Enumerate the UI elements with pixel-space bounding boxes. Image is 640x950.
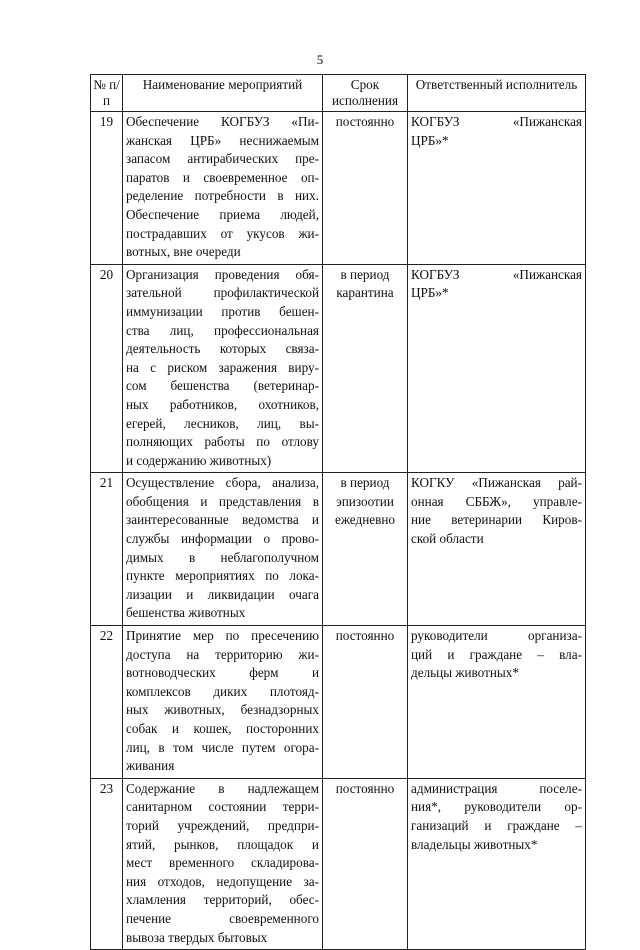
action-text-line: службы информации о прово- <box>126 531 319 547</box>
action-text-line: егерей, лесников, лиц, вы- <box>126 415 319 431</box>
responsible-text-line: онная СББЖ», управле- <box>411 493 582 509</box>
term-text <box>323 264 408 473</box>
term-text-line: постоянно <box>335 114 395 129</box>
action-text-line: паратов и своевременное оп- <box>126 169 319 185</box>
responsible-text-line: ганизаций и граждане – <box>411 817 582 833</box>
action-text-line: на с риском заражения виру- <box>126 359 319 375</box>
term-text-line: постоянно <box>335 780 395 796</box>
action-text-line: доступа на территорию жи- <box>126 646 319 662</box>
action-text <box>123 473 323 626</box>
action-text-line: комплексов диких плотояд- <box>126 683 319 699</box>
action-text-line: запасом антирабических пре- <box>126 151 319 167</box>
responsible-text-line: ние ветеринарии Киров- <box>411 512 582 528</box>
action-text <box>123 626 323 779</box>
action-text-line: Содержание в надлежащем <box>126 780 319 796</box>
action-text-line: Организация проведения обя- <box>126 266 319 282</box>
action-text-line: сом бешенства (ветеринар- <box>126 378 319 394</box>
responsible-text-line: ния*, руководители ор- <box>411 799 582 815</box>
responsible-text-line: ской области <box>411 531 484 547</box>
action-text-line: ятий, рынков, площадок и <box>126 836 319 852</box>
header-num: № п/п <box>91 75 123 112</box>
term-text <box>323 473 408 626</box>
action-text-line: пункте мероприятиях по лока- <box>126 568 319 584</box>
table-row <box>91 778 586 949</box>
responsible-text-line: ЦРБ»* <box>411 132 449 148</box>
action-text-line: лизации и ликвидации очага <box>126 586 319 602</box>
responsible-text-line: КОГБУЗ «Пижанская <box>411 114 582 129</box>
term-text <box>323 778 408 949</box>
row-number: 22 <box>91 626 123 779</box>
responsible-text <box>408 112 586 265</box>
action-text-line: санитарном состоянии терри- <box>126 799 319 815</box>
table-header-row <box>91 75 586 112</box>
action-text-line: Обеспечение приема людей, <box>126 206 319 222</box>
action-text-line: лиц, в том числе путем огора- <box>126 739 319 755</box>
row-number: 19 <box>91 112 123 265</box>
term-text-line: ежедневно <box>335 512 395 528</box>
action-text-line: обобщения и представления в <box>126 493 319 509</box>
action-text-line: Принятие мер по пресечению <box>126 628 319 644</box>
action-text <box>123 112 323 265</box>
action-text-line: Осуществление сбора, анализа, <box>126 475 319 491</box>
action-text-line: пострадавших от укусов жи- <box>126 225 319 241</box>
action-text-line: заинтересованные ведомства и <box>126 512 319 528</box>
term-text-line: в период <box>340 475 390 491</box>
responsible-text-line: ЦРБ»* <box>411 285 449 301</box>
responsible-text-line: КОГКУ «Пижанская рай- <box>411 475 582 491</box>
action-text-line: Обеспечение КОГБУЗ «Пи- <box>126 114 319 129</box>
action-text-line: мест временного складирова- <box>126 855 319 871</box>
term-text-line: в период <box>340 266 390 282</box>
term-text <box>323 112 408 265</box>
responsible-text-line: владельцы животных* <box>411 836 538 852</box>
responsible-text <box>408 778 586 949</box>
action-text-line: ных животных, безнадзорных <box>126 702 319 718</box>
table-row <box>91 626 586 779</box>
header-term: Срок исполнения <box>323 75 408 112</box>
responsible-text-line: руководители организа- <box>411 628 582 644</box>
row-number: 20 <box>91 264 123 473</box>
action-text-line: вывоза твердых бытовых <box>126 929 268 945</box>
action-text-line: жанская ЦРБ» неснижаемым <box>126 132 319 148</box>
action-text-line: ных работников, охотников, <box>126 396 319 412</box>
page-number: 5 <box>316 52 324 67</box>
action-text-line: димых в неблагополучном <box>126 549 319 565</box>
action-text-line: торий учреждений, предпри- <box>126 817 319 833</box>
responsible-text <box>408 264 586 473</box>
responsible-text-line: ций и граждане – вла- <box>411 646 582 662</box>
action-text-line: живания <box>126 758 175 774</box>
action-text <box>123 264 323 473</box>
action-text-line: и содержанию животных) <box>126 452 272 468</box>
responsible-text-line: КОГБУЗ «Пижанская <box>411 266 582 282</box>
responsible-text-line: администрация поселе- <box>411 780 582 796</box>
action-text-line: зательной профилактической <box>126 285 319 301</box>
action-text-line: ства лиц, профессиональная <box>126 322 319 338</box>
row-number: 23 <box>91 778 123 949</box>
measures-table <box>90 74 586 950</box>
term-text-line: карантина <box>336 285 394 301</box>
action-text-line: собак и кошек, посторонних <box>126 721 319 736</box>
term-text-line: постоянно <box>335 628 395 644</box>
action-text-line: полняющих работы по отлову <box>126 434 319 450</box>
row-number: 21 <box>91 473 123 626</box>
action-text-line: ния отходов, недопущение за- <box>126 873 319 889</box>
action-text-line: деятельность которых связа- <box>126 341 319 357</box>
term-text <box>323 626 408 779</box>
action-text-line: бешенства животных <box>126 605 246 621</box>
action-text-line: хламления территорий, обес- <box>126 892 319 908</box>
action-text <box>123 778 323 949</box>
responsible-text <box>408 473 586 626</box>
responsible-text <box>408 626 586 779</box>
action-text-line: вотных, вне очереди <box>126 244 241 260</box>
table-row <box>91 112 586 265</box>
table-row <box>91 264 586 473</box>
table-row <box>91 473 586 626</box>
header-responsible: Ответственный исполнитель <box>408 75 586 112</box>
term-text-line: эпизоотии <box>336 493 394 509</box>
action-text-line: иммунизации против бешен- <box>126 303 319 319</box>
action-text-line: ределение потребности в них. <box>126 188 319 204</box>
responsible-text-line: дельцы животных* <box>411 665 519 681</box>
header-action: Наименование мероприятий <box>123 75 323 112</box>
action-text-line: печение своевременного <box>126 910 319 926</box>
action-text-line: вотноводческих ферм и <box>126 665 319 681</box>
